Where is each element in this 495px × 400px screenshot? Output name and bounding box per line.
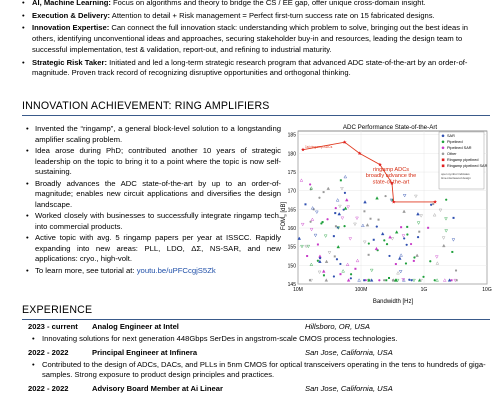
experience-entry <box>22 384 490 396</box>
adc-performance-chart <box>278 118 493 306</box>
data-point <box>304 203 306 205</box>
entry-description: • Innovating solutions for next generation 448Gbps SerDes in angstrom-scale CMOS process technologies. <box>32 334 398 343</box>
skill-item: • AI, Machine Learning: Focus on algorithms and theory to bridge the CS / EE gap, offer unique cross-domain insight. <box>22 0 426 7</box>
data-point <box>413 256 415 258</box>
data-point <box>373 239 375 241</box>
legend-label: SAR <box>447 134 455 138</box>
skills-list <box>22 0 490 79</box>
skill-item: • Innovation Expertise: Can connect the full innovation stack: understanding which problem to solve, bringing out the best ideas in others, identifying unconventional ideas and approaches, securing stakeholder buy-in and resources, leading the design team to successful implementation, test & validation, report-out, and refining to industrial maturity. <box>22 23 469 54</box>
chart-legend <box>439 132 488 189</box>
y-axis-label: $FOM_S$ [dB] <box>281 201 288 231</box>
data-point <box>413 260 415 262</box>
data-point <box>430 204 432 206</box>
data-point <box>322 221 324 223</box>
experience-entry <box>22 322 490 334</box>
data-point <box>406 244 408 246</box>
experience-list <box>22 322 490 396</box>
entry-location: San Jose, California, USA <box>305 384 393 394</box>
data-point <box>456 279 458 281</box>
data-point <box>333 275 335 277</box>
skill-item: • Strategic Risk Taker: Initiated and led a long-term strategic research program that advanced ADC state-of-the-art by an order-of-magnitude. Proven track record of recognizing disruptive opportunities and orthogonal thinking. <box>22 57 468 78</box>
data-point <box>334 255 336 257</box>
data-point <box>370 218 372 220</box>
innovation-item: • Worked closely with businesses to successfully integrate ringamp tech. into commercial products. <box>26 211 281 231</box>
data-point <box>429 260 431 262</box>
data-point <box>388 277 390 279</box>
x-axis-label: Bandwidth [Hz] <box>372 299 414 305</box>
data-point <box>334 212 336 214</box>
data-point <box>335 225 337 227</box>
data-point <box>350 273 352 275</box>
data-point <box>363 279 365 281</box>
data-point <box>309 279 311 281</box>
entry-dates: 2022 - 2022 <box>28 384 69 394</box>
innovation-item: • Active topic with avg. 5 ringamp papers per year at ISSCC. Rapidly expanding into new areas: PLL, LDO, ΔΣ, NS-SAR, and new applications: cryo., high-volt. <box>26 233 281 263</box>
tutorial-line: • To learn more, see tutorial at: youtu.be/uPFCcgjS5Zk <box>26 265 216 275</box>
data-point <box>339 263 341 265</box>
y-tick-label: 160 <box>287 226 296 233</box>
data-point <box>333 235 335 237</box>
legend-note: open symbol indicates time-interleaved design <box>441 172 471 180</box>
data-point <box>309 183 311 185</box>
legend-marker <box>442 135 445 138</box>
data-point <box>451 251 453 253</box>
data-point <box>400 226 402 228</box>
data-point <box>368 242 370 244</box>
data-point <box>388 255 390 257</box>
data-point <box>344 192 346 194</box>
legend-marker <box>442 153 445 156</box>
y-tick-label: 150 <box>287 263 296 270</box>
entry-role: Principal Engineer at Infinera <box>92 347 198 357</box>
data-point <box>411 279 413 281</box>
data-point <box>418 231 420 233</box>
data-point <box>378 219 380 221</box>
innovation-list <box>26 124 281 277</box>
innovation-section-title: INNOVATION ACHIEVEMENT: RING AMPLIFIERS <box>22 100 270 112</box>
tutorial-prefix: To learn more, see tutorial at: <box>35 265 137 275</box>
data-point <box>386 243 388 245</box>
skill-heading: AI, Machine Learning: <box>32 0 111 7</box>
innovation-text: Active topic with avg. 5 ringamp papers per year at ISSCC. Rapidly expanding into new areas: PLL, LDO, ΔΣ, NS-SAR, and new applications: cryo., high-volt. <box>35 233 281 263</box>
data-point <box>317 243 319 245</box>
data-point <box>354 268 356 270</box>
legend-label: Ringamp pipelined <box>447 158 479 162</box>
legend-marker <box>442 159 445 162</box>
data-point <box>339 273 341 275</box>
x-ticks <box>293 287 492 293</box>
innovation-text: Idea arose during PhD; contributed another 10 years of strategic leadership on the topic to bring it to a point where the topic is now self-sustaining. <box>35 146 281 176</box>
skill-heading: Strategic Risk Taker: <box>32 57 107 67</box>
y-tick-label: 165 <box>287 207 296 214</box>
data-point <box>403 237 405 239</box>
data-point <box>336 258 338 260</box>
data-point <box>432 203 434 205</box>
data-point <box>343 225 345 227</box>
data-point <box>395 263 397 265</box>
data-point <box>455 269 457 271</box>
data-point <box>392 279 394 281</box>
data-point <box>384 195 386 197</box>
innovation-item: • Idea arose during PhD; contributed another 10 years of strategic leadership on the topic to bring it to a point where the topic is now self-sustaining. <box>26 146 281 176</box>
entry-location: San Jose, California, USA <box>305 347 393 357</box>
y-tick-label: 180 <box>287 151 296 158</box>
entry-dates: 2023 - current <box>28 322 78 331</box>
data-point <box>309 221 311 223</box>
entry-text: Contributed to the design of ADCs, DACs, and PLLs in 5nm CMOS for optical transceivers operating in the tens to hundreds of giga-samples. Strong exposure to product design principles and practices. <box>42 359 486 380</box>
data-point <box>383 279 385 281</box>
data-point <box>445 199 447 201</box>
y-tick-label: 185 <box>287 132 296 139</box>
legend-label: Other <box>447 152 457 156</box>
chart-annotation: ringamp ADCs broadly advance the state-of-the-art <box>365 167 417 186</box>
data-point <box>417 236 419 238</box>
data-point <box>323 191 325 193</box>
data-point <box>422 276 424 278</box>
data-point <box>427 227 429 229</box>
innovation-item: • Invented the “ringamp”, a general block-level solution to a longstanding amplifier scaling problem. <box>26 124 281 144</box>
entry-role: Advisory Board Member at Ai Linear <box>92 384 223 394</box>
section-divider <box>22 115 490 116</box>
entry-description: • Contributed to the design of ADCs, DACs, and PLLs in 5nm CMOS for optical transceivers operating in the tens to hundreds of giga-samples. Strong exposure to product design principles and practices. <box>32 359 486 380</box>
y-tick-label: 145 <box>287 282 296 288</box>
y-ticks <box>288 133 297 288</box>
skill-item: • Execution & Delivery: Attention to detail + Risk management = Perfect first-turn success rate on 15 fabricated designs. <box>22 10 435 20</box>
data-point <box>434 279 436 281</box>
data-point <box>318 197 320 199</box>
entry-dates: 2022 - 2022 <box>28 347 69 357</box>
innovation-text: Worked closely with businesses to successfully integrate ringamp tech. into commercial products. <box>35 211 281 231</box>
y-tick-label: 175 <box>287 170 296 177</box>
entry-role: Analog Engineer at Intel <box>92 322 179 331</box>
data-point <box>350 277 352 279</box>
legend-marker <box>442 141 445 144</box>
data-point <box>323 274 325 276</box>
data-point <box>326 218 328 220</box>
skill-text: Focus on algorithms and theory to bridge the CS / EE gap, offer unique cross-domain insight. <box>110 0 426 7</box>
skill-heading: Execution & Delivery: <box>32 10 111 20</box>
skill-text: Attention to detail + Risk management = Perfect first-turn success rate on 15 fabricated designs. <box>110 10 435 20</box>
y-tick-label: 155 <box>287 244 296 251</box>
entry-text: Innovating solutions for next generation 448Gbps SerDes in angstrom-scale CMOS process technologies. <box>42 334 398 343</box>
tutorial-link[interactable]: youtu.be/uPFCcgjS5Zk <box>136 265 216 275</box>
innovation-text: Broadly advances the ADC state-of-the-art by up to an order-of-magnitude; enables new circuit applications and diversifies the design landscape. <box>35 178 281 209</box>
data-point <box>376 225 378 227</box>
experience-section-title: EXPERIENCE <box>22 304 93 316</box>
innovation-item: • Broadly advances the ADC state-of-the-art by up to an order-of-magnitude; enables new circuit applications and diversifies the design landscape. <box>26 178 281 209</box>
data-point <box>410 243 412 245</box>
data-point <box>340 179 342 181</box>
data-point <box>319 257 321 259</box>
data-point <box>406 233 408 235</box>
legend-marker <box>442 147 445 150</box>
data-point <box>368 254 370 256</box>
data-point <box>405 262 407 264</box>
legend-label: Ringamp pipelined SAR <box>447 164 488 168</box>
data-point <box>453 217 455 219</box>
x-tick-label: 1G <box>420 287 428 293</box>
legend-marker <box>442 165 445 168</box>
experience-entry <box>22 348 490 360</box>
innovation-text: Invented the “ringamp”, a general block-level solution to a longstanding amplifier scaling problem. <box>35 124 281 144</box>
skill-heading: Innovation Expertise: <box>32 23 110 33</box>
chart-title: ADC Performance State-of-the-Art <box>342 124 438 131</box>
data-point <box>383 239 385 241</box>
legend-label: Pipelined <box>447 140 463 144</box>
data-point <box>385 279 387 281</box>
y-tick-label: 170 <box>287 188 296 195</box>
data-point <box>335 207 337 209</box>
data-point <box>408 279 410 281</box>
data-point <box>363 210 365 212</box>
x-tick-label: 10M <box>293 287 303 293</box>
skill-text: Initiated and led a long-term strategic research program that advanced ADC state-of-the-art by an order-of-magnitude. Proven track record of recognizing disruptive opportunities and orthogonal thinking. <box>32 57 468 78</box>
data-point <box>317 260 319 262</box>
section-divider <box>22 319 490 320</box>
x-tick-label: 10G <box>482 287 492 293</box>
chart-annotation-small: 1st ringamp ADCs <box>305 145 333 149</box>
data-point <box>306 255 308 257</box>
x-tick-label: 100M <box>354 287 368 293</box>
data-point <box>378 279 380 281</box>
data-point <box>406 226 408 228</box>
entry-location: Hillsboro, OR, USA <box>305 322 370 331</box>
skill-text: Can connect the full innovation stack: understanding which problem to solve, bringing out the best ideas in others, identifying unconventional ideas and approaches, securing stakeholder buy-in and resources, leading the design team to successful implementation, test & validation, report-out, and refining to industrial maturity. <box>32 23 469 54</box>
legend-label: Pipelined SAR <box>447 146 472 150</box>
